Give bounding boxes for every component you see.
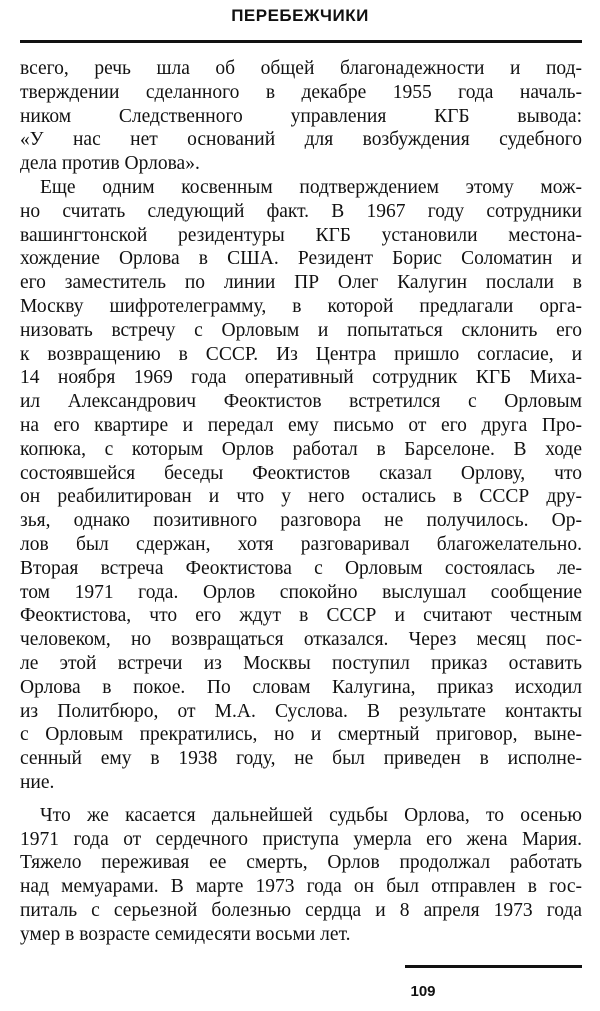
text-line: 14 ноября 1969 года оперативный сотрудник КГБ Миха- [20,367,582,389]
page-number: 109 [410,983,436,1000]
footer-rule [405,965,582,968]
page-body [20,57,582,946]
text-line: человеком, но возвращаться отказался. Через месяц пос- [20,629,582,651]
text-line: Вторая встреча Феоктистова с Орловым состоялась ле- [20,557,582,579]
text-line: «У нас нет оснований для возбуждения судебного [20,129,582,151]
text-line: том 1971 года. Орлов спокойно выслушал сообщение [20,581,582,603]
text-line: с Орловым прекратились, но и смертный приговор, выне- [20,724,582,746]
paragraph [20,804,582,947]
text-line: но считать следующий факт. В 1967 году сотрудники [20,200,582,222]
text-line: умер в возрасте семидесяти восьми лет. [20,923,351,945]
text-line: к возвращению в СССР. Из Центра пришло согласие, и [20,343,582,365]
text-line: вашингтонской резидентуры КГБ установили местона- [20,224,582,246]
text-line: Феоктистова, что его ждут в СССР и считают честным [20,605,582,627]
paragraph-spacer [20,795,582,804]
text-line: копюка, с которым Орлов работал в Барселоне. В ходе [20,438,582,460]
text-line: дела против Орлова». [20,153,200,175]
text-line: Орлова в покое. По словам Калугина, приказ исходил [20,676,582,698]
text-line: лов был сдержан, хотя разговаривал благожелательно. [20,533,582,555]
text-line: состоявшейся беседы Феоктистов сказал Орлову, что [20,462,582,484]
header-rule [20,40,582,43]
text-line: из Политбюро, от М.А. Суслова. В результате контакты [20,700,582,722]
text-line: ником Следственного управления КГБ вывода: [20,105,582,127]
text-line: Что же касается дальнейшей судьбы Орлова, то осенью [40,804,582,826]
text-line: Москву шифротелеграмму, в которой предлагали орга- [20,295,582,317]
text-line: на его квартире и передал ему письмо от его друга Про- [20,414,582,436]
text-line: над мемуарами. В марте 1973 года он был отправлен в гос- [20,876,582,898]
running-header-title: ПЕРЕБЕЖЧИКИ [231,6,369,25]
text-line: его заместитель по линии ПР Олег Калугин послали в [20,272,582,294]
text-line: тверждении сделанного в декабре 1955 года началь- [20,81,582,103]
text-line: ле этой встречи из Москвы поступил приказ оставить [20,652,582,674]
text-line: питаль с серьезной болезнью сердца и 8 апреля 1973 года [20,899,582,921]
text-line: Тяжело переживая ее смерть, Орлов продолжал работать [20,852,582,874]
paragraph [20,176,582,795]
text-line: хождение Орлова в США. Резидент Борис Соломатин и [20,248,582,270]
text-line: Еще одним косвенным подтверждением этому мож- [40,176,582,198]
text-line: сенный ему в 1938 году, не был приведен в исполне- [20,748,582,770]
text-line: 1971 года от сердечного приступа умерла его жена Мария. [20,828,582,850]
text-line: низовать встречу с Орловым и попытаться склонить его [20,319,582,341]
paragraph [20,57,582,176]
text-line: ил Александрович Феоктистов встретился с Орловым [20,391,582,413]
text-line: он реабилитирован и что у него остались в СССР дру- [20,486,582,508]
text-line: всего, речь шла об общей благонадежности и под- [20,58,582,79]
text-line: ние. [20,771,55,793]
text-line: зья, однако позитивного разговора не получилось. Ор- [20,510,582,532]
